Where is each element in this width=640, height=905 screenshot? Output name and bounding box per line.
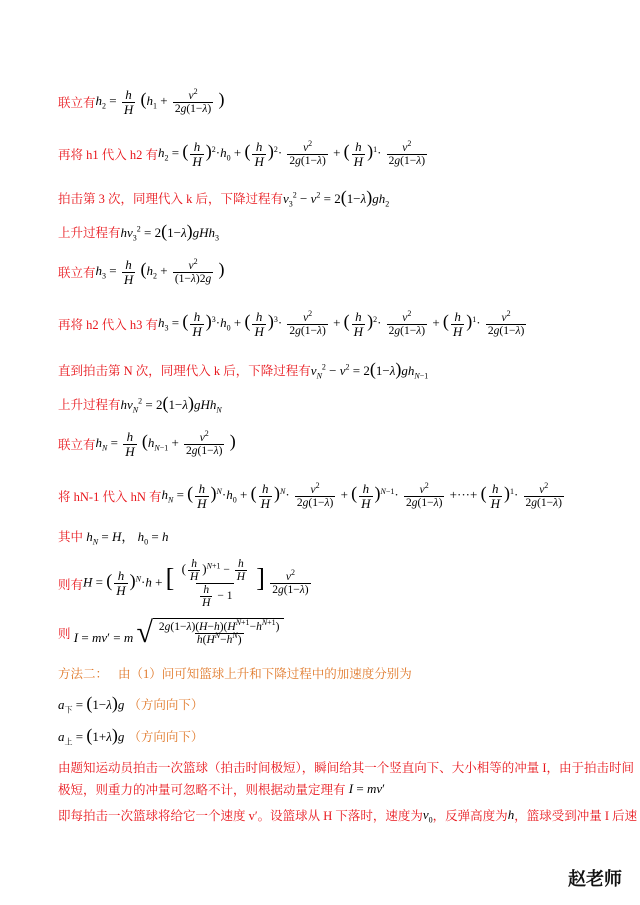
line-label: 将 hN-1 代入 hN 有 — [58, 490, 162, 505]
math-expression: $h_2$ = $\frac{h}{H}$ ($h_1$ + $\frac{v^2}{2g(1-\lambda)}$ ) — [95, 86, 225, 117]
line-label: 其中 — [58, 529, 84, 544]
paragraph-2-line-1 — [58, 806, 637, 824]
line-label: 联立有 — [58, 266, 96, 281]
math-expression: $h_3$ = $\frac{h}{H}$ ($h_2$ + $\frac{v^2}{(1-\lambda)2g}$ ) — [95, 256, 225, 287]
formula-line-4 — [58, 222, 219, 241]
paragraph-text: ，反弹高度为 — [432, 809, 508, 823]
math-expression: $hv_N^2 = 2(1-\lambda)gHh_N$ — [120, 393, 222, 415]
line-label: 再将 h2 代入 h3 有 — [58, 318, 159, 333]
math-expression: H = ( $\frac{h}{H}$ )$^N$·h + [ ( $\frac{h}{H}$ )$^{N+1}$ − $\frac{h}{H}$ $\frac{h}{H}$ − 1 ] $\frac{v^2}{2g(1-\lambda)}$ — [83, 558, 309, 610]
math-expression: $h_N = H$， $h_0 = h$ — [86, 529, 169, 547]
formula-line-7 — [58, 360, 428, 379]
line-label: 上升过程有 — [58, 397, 121, 412]
paragraph-text: 极短，则重力的冲量可忽略不计，则根据动量定理有 — [58, 783, 346, 797]
math-expression: $hv_3^2 = 2(1-\lambda)gHh_3$ — [120, 221, 220, 243]
direction-note: （方向向下） — [128, 729, 204, 744]
formula-line-9 — [58, 430, 236, 458]
method2-text: 由（1）问可知篮球上升和下降过程中的加速度分别为 — [118, 667, 412, 681]
math-expression: $h_N$ = ( $\frac{h}{H}$ )$^N\cdot h_0$ + ( $\frac{h}{H}$ )$^N$· $\frac{v^2}{2g(1-\lambda)}$ + ( $\frac{h}{H}$ )$^{N-1}$· $\frac{v^2}{2g(1-\lambda)}$ +···+ ( $\frac{h}{H}$ )$^1$· $\frac{v^2}{2g(1-\lambda)}$ — [161, 480, 562, 511]
math-expression: $h_3$ = ( $\frac{h}{H}$ )$^3\cdot h_0$ + ( $\frac{h}{H}$ )$^3$· $\frac{v^2}{2g(1-\lambda)}$ + ( $\frac{h}{H}$ )$^2$· $\frac{v^2}{2g(1-\lambda)}$ + ( $\frac{h}{H}$ )$^1$· $\frac{v^2}{2g(1-\lambda)}$ — [158, 308, 525, 339]
line-label: 上升过程有 — [58, 225, 121, 240]
formula-line-3 — [58, 188, 389, 207]
math-expression: $a_下 = (1-\lambda)g$ — [58, 693, 125, 715]
math-expression: I = mv′ — [348, 781, 385, 796]
line-label: 则 — [58, 627, 71, 641]
formula-line-8 — [58, 394, 222, 413]
line-label: 联立有 — [58, 438, 96, 453]
direction-note: （方向向下） — [128, 697, 204, 712]
formula-line-11 — [58, 526, 168, 545]
accel-up-line — [58, 726, 203, 745]
paragraph-text: 由题知运动员拍击一次篮球（拍击时间极短），瞬间给其一个竖直向下、大小相等的冲量 I，由于拍击时间 — [58, 761, 635, 775]
math-expression: $h_N$ = $\frac{h}{H}$ ($h_{N-1}$ + $\frac{v^2}{2g(1-\lambda)}$ ) — [95, 428, 236, 459]
formula-line-1 — [58, 88, 225, 116]
accel-down-line — [58, 694, 203, 713]
math-expression: $v_3^2 - v^2 = 2(1-\lambda)gh_2$ — [283, 187, 390, 209]
line-label: 联立有 — [58, 96, 96, 111]
paragraph-1-line-2 — [58, 780, 385, 798]
formula-line-10 — [58, 482, 566, 510]
method2-header — [58, 664, 412, 682]
math-expression: $h_2$ = ( $\frac{h}{H}$ )$^2\cdot h_0$ + ( $\frac{h}{H}$ )$^2$· $\frac{v^2}{2g(1-\lambda)}$ + ( $\frac{h}{H}$ )$^1$· $\frac{v^2}{2g(1-\lambda)}$ — [158, 138, 426, 169]
math-expression: I = mv′ = m √ $\frac{2g(1-\lambda)(H-h)(H^{N+1}-h^{N+1})}{h(H^N-h^N)}$ — [71, 618, 284, 648]
line-label: 则有 — [58, 577, 84, 592]
line-label: 直到拍击第 N 次，同理代入 k 后，下降过程有 — [58, 363, 311, 378]
method2-label: 方法二： — [58, 667, 109, 681]
paragraph-text: ，篮球受到冲量 I 后速 — [514, 809, 638, 823]
math-expression: $v_N^2 - v^2 = 2(1-\lambda)gh_{N-1}$ — [310, 359, 429, 381]
line-label: 再将 h1 代入 h2 有 — [58, 148, 159, 163]
math-expression: $a_上 = (1+\lambda)g$ — [58, 725, 125, 747]
formula-line-12 — [58, 558, 313, 609]
formula-line-2 — [58, 140, 429, 168]
paragraph-1-line-1 — [58, 758, 634, 776]
formula-line-6 — [58, 310, 528, 338]
formula-line-5 — [58, 258, 225, 286]
paragraph-text: 即每拍击一次篮球将给它一个速度 v′。设篮球从 H 下落时，速度为 — [58, 809, 423, 823]
author-watermark: 赵老师 — [568, 869, 622, 890]
formula-line-13 — [58, 618, 284, 648]
line-label: 拍击第 3 次，同理代入 k 后，下降过程有 — [58, 191, 284, 206]
math-expression: h — [507, 807, 515, 822]
math-expression: $v_0$ — [422, 807, 433, 825]
